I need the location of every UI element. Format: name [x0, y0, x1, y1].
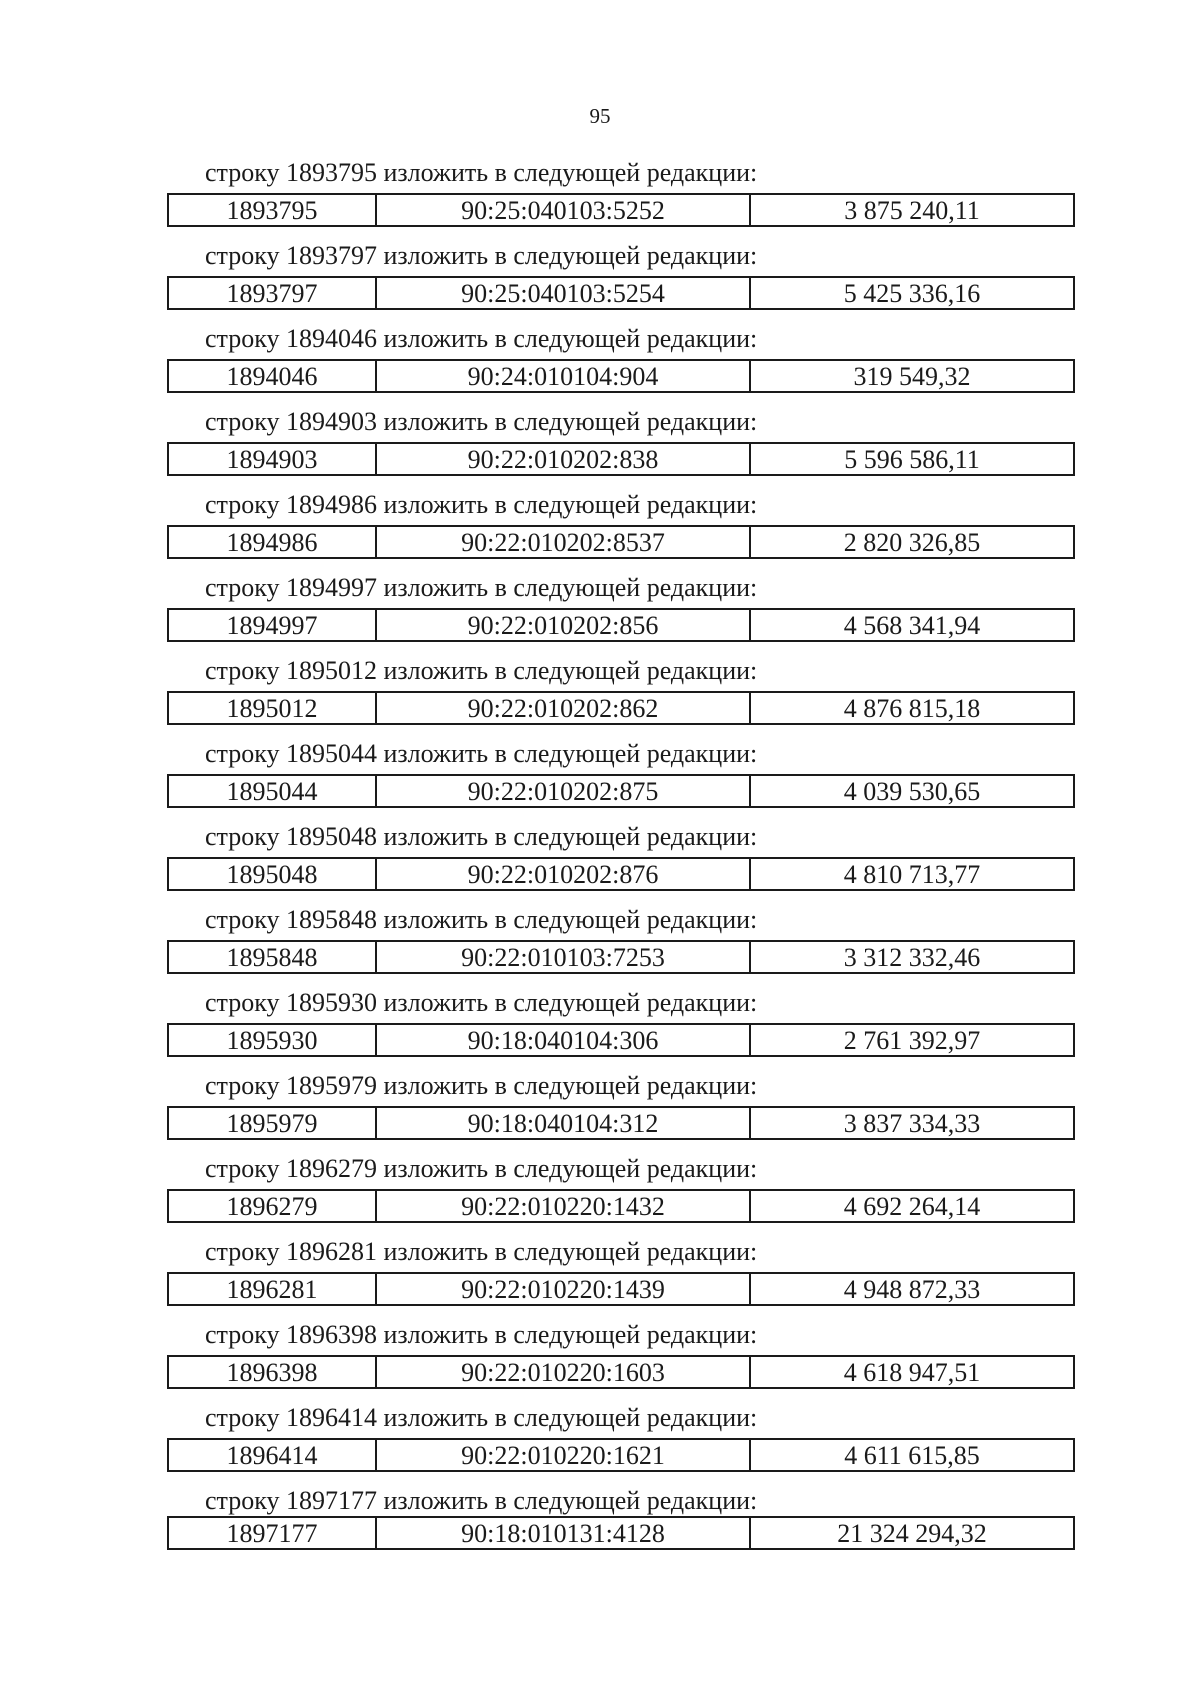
- page-number: 95: [589, 104, 611, 128]
- cadastral-value-cell: 4 039 530,65: [843, 777, 981, 806]
- cadastral-value-cell: 5 425 336,16: [843, 279, 981, 308]
- amendment-instruction: строку 1897177 изложить в следующей редакции:: [205, 1486, 758, 1515]
- amendment-instruction: строку 1896279 изложить в следующей редакции:: [205, 1154, 758, 1183]
- cadastral-value-cell: 4 618 947,51: [843, 1358, 981, 1387]
- amendment-entry: [167, 490, 1075, 573]
- table-row: [167, 193, 1075, 227]
- cadastral-number-cell: 90:18:010131:4128: [377, 1518, 751, 1548]
- amendment-entry: [167, 905, 1075, 988]
- table-row: [167, 940, 1075, 974]
- table-row: [167, 857, 1075, 891]
- amendment-entry: [167, 1154, 1075, 1237]
- table-row: [167, 442, 1075, 476]
- table-row: [167, 1189, 1075, 1223]
- amendment-instruction: строку 1895012 изложить в следующей редакции:: [205, 656, 758, 685]
- amendment-instruction: строку 1894903 изложить в следующей редакции:: [205, 407, 758, 436]
- amendment-instruction: строку 1893795 изложить в следующей редакции:: [205, 158, 758, 187]
- cadastral-value-cell: 4 948 872,33: [843, 1275, 981, 1304]
- amendment-instruction: строку 1893797 изложить в следующей редакции:: [205, 241, 758, 270]
- row-number-cell: 1897177: [169, 1518, 377, 1548]
- amendment-instruction: строку 1895048 изложить в следующей редакции:: [205, 822, 758, 851]
- row-number-cell: 1894903: [169, 444, 377, 474]
- cadastral-number-cell: 90:22:010202:838: [377, 444, 751, 474]
- row-number-cell: 1894046: [169, 361, 377, 391]
- amendment-entry: [167, 1237, 1075, 1320]
- cadastral-number-cell: 90:22:010202:862: [377, 693, 751, 723]
- table-row: [167, 1355, 1075, 1389]
- amendment-entry: [167, 988, 1075, 1071]
- table-row: [167, 525, 1075, 559]
- table-row: [167, 774, 1075, 808]
- cadastral-number-cell: 90:22:010220:1432: [377, 1191, 751, 1221]
- amendment-instruction: строку 1896414 изложить в следующей редакции:: [205, 1403, 758, 1432]
- row-number-cell: 1893797: [169, 278, 377, 308]
- cadastral-number-cell: 90:22:010202:856: [377, 610, 751, 640]
- amendment-entry: [167, 822, 1075, 905]
- cadastral-number-cell: 90:22:010220:1603: [377, 1357, 751, 1387]
- amendment-instruction: строку 1895044 изложить в следующей редакции:: [205, 739, 758, 768]
- table-row: [167, 1438, 1075, 1472]
- cadastral-value-cell: 4 692 264,14: [843, 1192, 981, 1221]
- amendment-instruction: строку 1895848 изложить в следующей редакции:: [205, 905, 758, 934]
- cadastral-number-cell: 90:22:010202:875: [377, 776, 751, 806]
- table-row: [167, 1023, 1075, 1057]
- cadastral-number-cell: 90:25:040103:5252: [377, 195, 751, 225]
- amendment-entry: [167, 324, 1075, 407]
- row-number-cell: 1896398: [169, 1357, 377, 1387]
- table-row: [167, 691, 1075, 725]
- cadastral-value-cell: 319 549,32: [853, 362, 971, 391]
- amendment-instruction: строку 1894046 изложить в следующей редакции:: [205, 324, 758, 353]
- table-row: [167, 1106, 1075, 1140]
- amendment-entry: [167, 1071, 1075, 1154]
- amendment-entry: [167, 1403, 1075, 1486]
- row-number-cell: 1895048: [169, 859, 377, 889]
- cadastral-value-cell: 2 820 326,85: [843, 528, 981, 557]
- table-row: [167, 276, 1075, 310]
- row-number-cell: 1895044: [169, 776, 377, 806]
- cadastral-value-cell: 2 761 392,97: [843, 1026, 981, 1055]
- cadastral-value-cell: 5 596 586,11: [844, 445, 980, 474]
- cadastral-value-cell: 3 875 240,11: [844, 196, 980, 225]
- row-number-cell: 1896281: [169, 1274, 377, 1304]
- amendment-entry: [167, 158, 1075, 241]
- cadastral-value-cell: 4 568 341,94: [843, 611, 981, 640]
- cadastral-number-cell: 90:22:010220:1439: [377, 1274, 751, 1304]
- cadastral-value-cell: 3 312 332,46: [843, 943, 981, 972]
- row-number-cell: 1895012: [169, 693, 377, 723]
- amendment-entry: [167, 573, 1075, 656]
- cadastral-value-cell: 21 324 294,32: [837, 1519, 987, 1548]
- table-row: [167, 359, 1075, 393]
- cadastral-value-cell: 4 611 615,85: [844, 1441, 980, 1470]
- cadastral-number-cell: 90:22:010103:7253: [377, 942, 751, 972]
- row-number-cell: 1896414: [169, 1440, 377, 1470]
- amendment-list: [167, 158, 1075, 1560]
- amendment-instruction: строку 1894986 изложить в следующей редакции:: [205, 490, 758, 519]
- amendment-entry: [167, 656, 1075, 739]
- row-number-cell: 1895979: [169, 1108, 377, 1138]
- amendment-instruction: строку 1895930 изложить в следующей редакции:: [205, 988, 758, 1017]
- cadastral-number-cell: 90:18:040104:306: [377, 1025, 751, 1055]
- amendment-entry: [167, 1320, 1075, 1403]
- cadastral-number-cell: 90:22:010202:8537: [377, 527, 751, 557]
- row-number-cell: 1893795: [169, 195, 377, 225]
- table-row: [167, 1272, 1075, 1306]
- cadastral-value-cell: 4 876 815,18: [843, 694, 981, 723]
- row-number-cell: 1895930: [169, 1025, 377, 1055]
- amendment-instruction: строку 1894997 изложить в следующей редакции:: [205, 573, 758, 602]
- row-number-cell: 1896279: [169, 1191, 377, 1221]
- cadastral-value-cell: 3 837 334,33: [843, 1109, 981, 1138]
- cadastral-number-cell: 90:22:010202:876: [377, 859, 751, 889]
- row-number-cell: 1894986: [169, 527, 377, 557]
- row-number-cell: 1895848: [169, 942, 377, 972]
- cadastral-number-cell: 90:24:010104:904: [377, 361, 751, 391]
- amendment-entry: [167, 241, 1075, 324]
- amendment-instruction: строку 1896281 изложить в следующей редакции:: [205, 1237, 758, 1266]
- amendment-entry: [167, 1486, 1075, 1560]
- amendment-entry: [167, 739, 1075, 822]
- amendment-instruction: строку 1895979 изложить в следующей редакции:: [205, 1071, 758, 1100]
- amendment-entry: [167, 407, 1075, 490]
- row-number-cell: 1894997: [169, 610, 377, 640]
- table-row: [167, 1516, 1075, 1550]
- cadastral-number-cell: 90:25:040103:5254: [377, 278, 751, 308]
- cadastral-value-cell: 4 810 713,77: [843, 860, 981, 889]
- cadastral-number-cell: 90:22:010220:1621: [377, 1440, 751, 1470]
- cadastral-number-cell: 90:18:040104:312: [377, 1108, 751, 1138]
- amendment-instruction: строку 1896398 изложить в следующей редакции:: [205, 1320, 758, 1349]
- table-row: [167, 608, 1075, 642]
